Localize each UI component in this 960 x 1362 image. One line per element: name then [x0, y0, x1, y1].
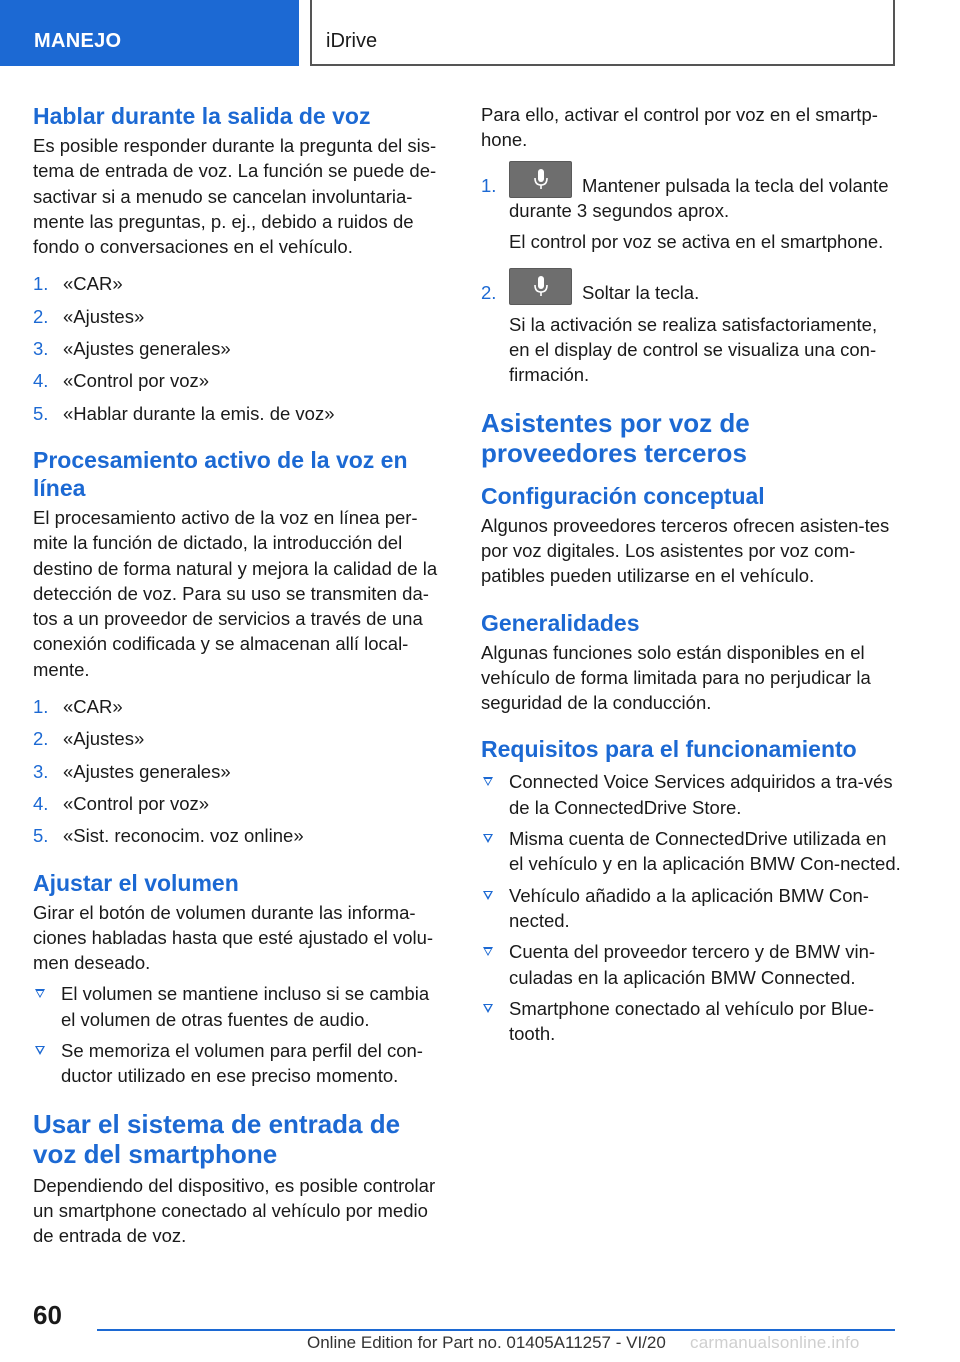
section-tab [0, 0, 299, 66]
list-item: Misma cuenta de ConnectedDrive utilizada en el vehículo y en la aplicación BMW Con-nected. [481, 826, 901, 877]
heading-conceptual-config: Configuración conceptual [481, 482, 765, 509]
step-1: 1. Mantener pulsada la tecla del volante durante 3 segundos aprox. El control por voz se activa en el smartphone. [481, 161, 901, 255]
triangle-bullet-icon [483, 777, 493, 786]
triangle-bullet-icon [483, 947, 493, 956]
list-item: 4. «Control por voz» [33, 792, 210, 814]
paragraph-speak-during-output: Es posible responder durante la pregunta del sis-tema de entrada de voz. La función se puede de-sactivar si a menudo se cancelan involuntaria-mente las preguntas, p. ej., debido a ruidos de fondo o conversaciones en el vehículo. [33, 135, 437, 258]
triangle-bullet-icon [483, 834, 493, 843]
heading-adjust-volume: Ajustar el volumen [33, 869, 239, 896]
page-header [0, 0, 960, 66]
section-title: MANEJO [34, 30, 122, 52]
list-item: 3. «Ajustes generales» [33, 338, 231, 360]
paragraph-activate-smartphone: Para ello, activar el control por voz en el smartp-hone. [481, 104, 878, 151]
list-item: 5. «Sist. reconocim. voz online» [33, 825, 304, 847]
bullets-requirements [481, 769, 901, 1046]
footer-edition: Online Edition for Part no. 01405A11257 - VI/20 [307, 1333, 666, 1352]
heading-requirements: Requisitos para el funcionamiento [481, 736, 857, 763]
list-item: Se memoriza el volumen para perfil del con-ductor utilizado en ese preciso momento. [33, 1038, 448, 1089]
chapter-title: iDrive [326, 30, 378, 52]
right-column [481, 102, 901, 1052]
list-item: 3. «Ajustes generales» [33, 760, 231, 782]
steps-online-processing [33, 694, 448, 848]
watermark: carmanualsonline.info [690, 1333, 860, 1352]
bullets-adjust-volume [33, 981, 448, 1088]
list-item: 5. «Hablar durante la emis. de voz» [33, 402, 335, 424]
triangle-bullet-icon [483, 891, 493, 900]
list-item: 2. «Ajustes» [33, 305, 145, 327]
voice-button-icon [509, 268, 572, 305]
list-item: 4. «Control por voz» [33, 370, 210, 392]
paragraph-adjust-volume: Girar el botón de volumen durante las informa-ciones habladas hasta que esté ajustado el volu-men deseado. [33, 901, 434, 974]
triangle-bullet-icon [35, 989, 45, 998]
paragraph-conceptual-config: Algunos proveedores terceros ofrecen asisten-tes por voz digitales. Los asistentes por voz com-patibles pueden utilizarse en el vehículo. [481, 514, 890, 587]
list-item: Smartphone conectado al vehículo por Blue-tooth. [481, 996, 901, 1047]
paragraph-online-processing: El procesamiento activo de la voz en línea per-mite la función de dictado, la introducción del destino de forma natural y mejora la calidad de la detección de voz. Para su uso se transmiten da-tos a un proveedor de servicios a través de una conexión codificada y se almacenan allí local-mente. [33, 506, 438, 680]
chapter-tab [310, 0, 895, 66]
heading-online-processing: Procesamiento activo de la voz en línea [33, 446, 408, 501]
triangle-bullet-icon [35, 1046, 45, 1055]
list-item: 2. «Ajustes» [33, 728, 145, 750]
step-2: 2. Soltar la tecla. Si la activación se realiza satisfactoriamente, en el display de control se visualiza una con-firmación. [481, 268, 901, 387]
list-item: 1. «CAR» [33, 273, 123, 295]
list-item: El volumen se mantiene incluso si se cambia el volumen de otras fuentes de audio. [33, 981, 448, 1032]
left-column [33, 102, 448, 1249]
steps-speak-during-output [33, 271, 448, 425]
list-item: Vehículo añadido a la aplicación BMW Con-nected. [481, 883, 901, 934]
footer-divider [97, 1329, 895, 1331]
page-number: 60 [33, 1300, 62, 1330]
triangle-bullet-icon [483, 1004, 493, 1013]
heading-third-party-assistants: Asistentes por voz de proveedores terceros [481, 407, 750, 468]
heading-speak-during-output: Hablar durante la salida de voz [33, 103, 371, 129]
heading-smartphone-voice: Usar el sistema de entrada de voz del smartphone [33, 1108, 401, 1169]
list-item: Cuenta del proveedor tercero y de BMW vin-culadas en la aplicación BMW Connected. [481, 939, 901, 990]
list-item: Connected Voice Services adquiridos a tra-vés de la ConnectedDrive Store. [481, 769, 901, 820]
heading-general: Generalidades [481, 609, 640, 636]
voice-button-icon [509, 161, 572, 198]
paragraph-smartphone-voice: Dependiendo del dispositivo, es posible controlar un smartphone conectado al vehículo por medio de entrada de voz. [33, 1174, 436, 1247]
paragraph-general: Algunas funciones solo están disponibles en el vehículo de forma limitada para no perjudicar la seguridad de la conducción. [481, 641, 871, 714]
list-item: 1. «CAR» [33, 696, 123, 718]
